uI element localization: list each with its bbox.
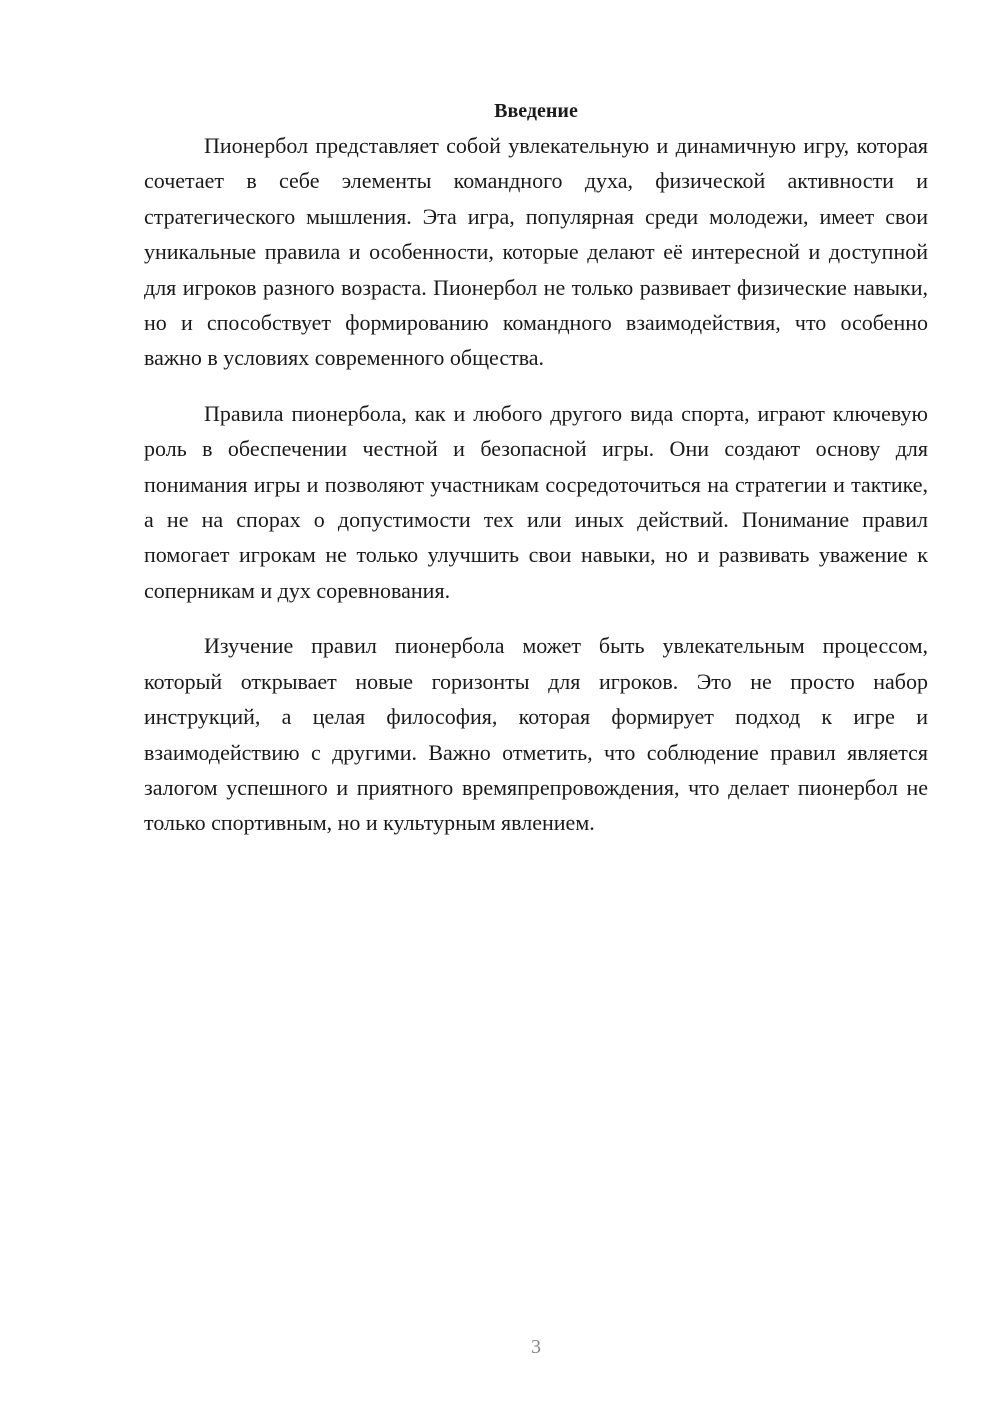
section-heading: Введение — [494, 100, 578, 122]
page-content — [144, 96, 928, 861]
paragraph-2: Правила пионербола, как и любого другого вида спорта, играют ключевую роль в обеспечении честной и безопасной игры. Они создают основу для понимания игры и позволяют участникам сосредоточиться на стратегии и тактике, а не на спорах о допустимости тех или иных действий. Понимание правил помогает игрокам не только улучшить свои навыки, но и развивать уважение к соперникам и дух соревнования. — [144, 400, 928, 603]
paragraph-1: Пионербол представляет собой увлекательную и динамичную игру, которая сочетает в себе элементы командного духа, физической активности и стратегического мышления. Эта игра, популярная среди молодежи, имеет свои уникальные правила и особенности, которые делают её интересной и доступной для игроков разного возраста. Пионербол не только развивает физические навыки, но и способствует формированию командного взаимодействия, что особенно важно в условиях современного общества. — [144, 133, 928, 371]
paragraph-3: Изучение правил пионербола может быть увлекательным процессом, который открывает новые горизонты для игроков. Это не просто набор инструкций, а целая философия, которая формирует подход к игре и взаимодействию с другими. Важно отметить, что соблюдение правил является залогом успешного и приятного времяпрепровождения, что делает пионербол не только спортивным, но и культурным явлением. — [144, 633, 928, 836]
page-number: 3 — [531, 1336, 541, 1358]
